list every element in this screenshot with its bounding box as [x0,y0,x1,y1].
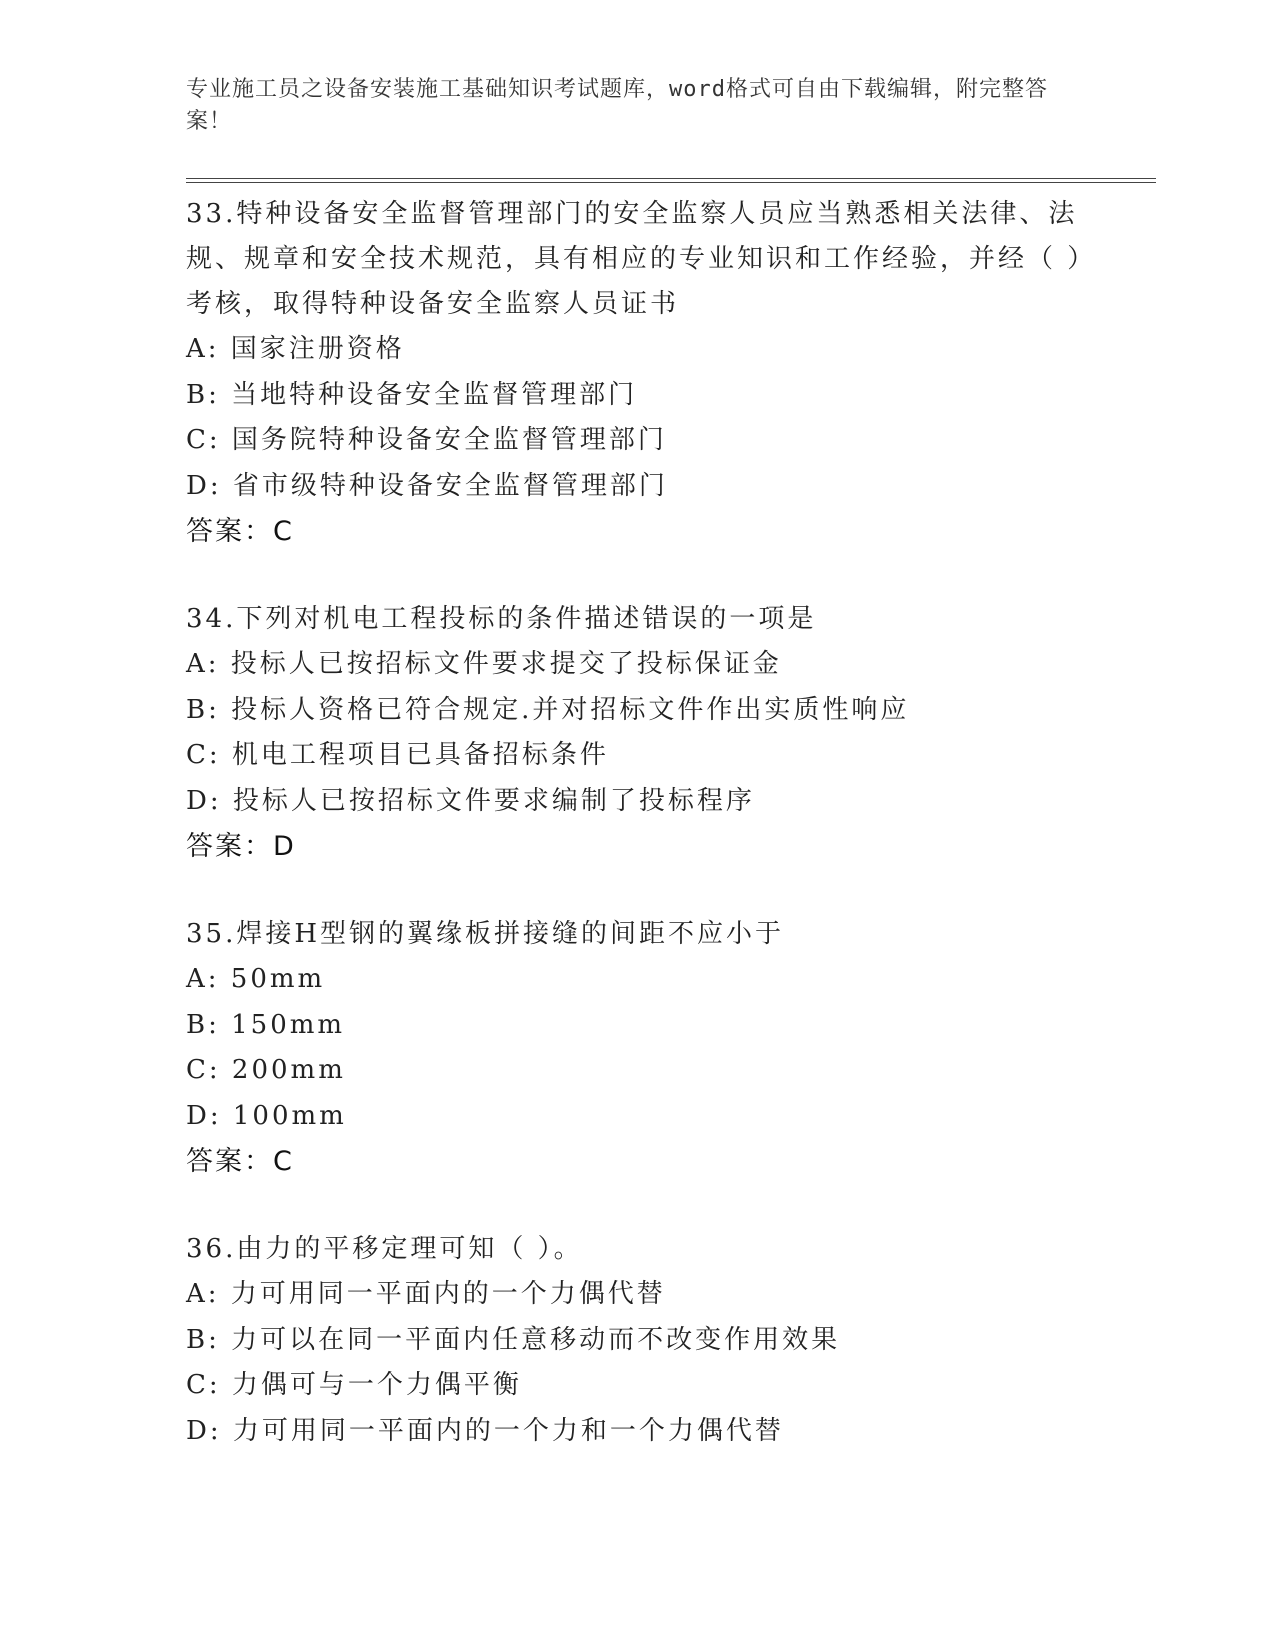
question-text: 36.由力的平移定理可知（ ）。 [186,1234,583,1264]
option-b: B: 当地特种设备安全监督管理部门 [186,379,638,410]
question-34 [186,597,1156,870]
option-b: B: 投标人资格已符合规定.并对招标文件作出实质性响应 [186,694,910,725]
option-a: A: 国家注册资格 [186,334,405,364]
option-d: D: 力可用同一平面内的一个力和一个力偶代替 [186,1415,784,1446]
question-36 [186,1227,1156,1454]
answer-label: 答案：C [186,1146,294,1177]
option-a: A: 投标人已按招标文件要求提交了投标保证金 [186,649,782,679]
option-d: D: 100mm [186,1100,347,1131]
question-33 [186,192,1156,555]
header-text: 专业施工员之设备安装施工基础知识考试题库，word格式可自由下载编辑，附完整答案！ [186,77,1048,134]
option-c: C: 200mm [186,1055,346,1085]
answer-label: 答案：C [186,516,294,547]
divider-line-top [186,178,1156,179]
option-c: C: 国务院特种设备安全监督管理部门 [186,425,667,455]
option-d: D: 省市级特种设备安全监督管理部门 [186,470,668,501]
question-35 [186,912,1156,1185]
option-c: C: 力偶可与一个力偶平衡 [186,1370,522,1400]
question-text: 33.特种设备安全监督管理部门的安全监察人员应当熟悉相关法律、法规、规章和安全技术规范，具有相应的专业知识和工作经验，并经（ ）考核，取得特种设备安全监察人员证书 [186,199,1084,319]
answer-label: 答案：D [186,831,296,862]
option-a: A: 力可用同一平面内的一个力偶代替 [186,1279,666,1309]
question-text: 35.焊接H型钢的翼缘板拼接缝的间距不应小于 [186,919,785,949]
question-text: 34.下列对机电工程投标的条件描述错误的一项是 [186,604,817,634]
option-d: D: 投标人已按招标文件要求编制了投标程序 [186,785,755,816]
document-header [186,74,1066,138]
option-a: A: 50mm [186,964,326,994]
option-c: C: 机电工程项目已具备招标条件 [186,740,609,770]
question-list [186,192,1156,1496]
divider-line-bottom [186,182,1156,183]
header-divider [186,178,1156,184]
option-b: B: 150mm [186,1009,346,1040]
option-b: B: 力可以在同一平面内任意移动而不改变作用效果 [186,1324,841,1355]
